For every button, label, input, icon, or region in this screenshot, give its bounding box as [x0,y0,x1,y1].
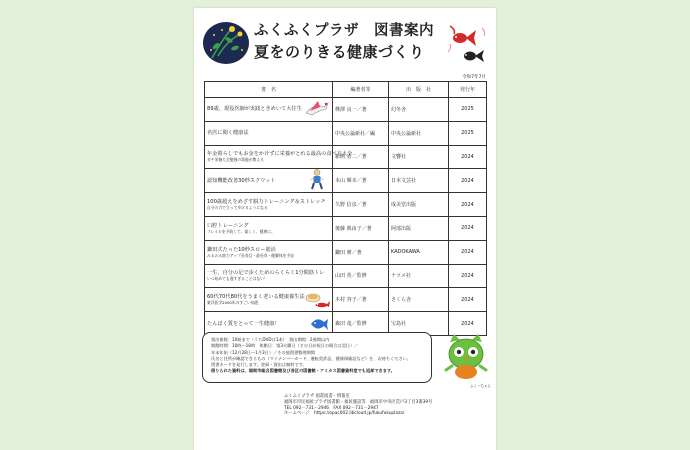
book-publisher: ナツメ社 [389,264,449,288]
book-title: 年金暮らしでもお金をかけずに栄養がとれる最高の食べ方大全 [207,151,353,158]
food-bowl-fish-icon [303,289,331,310]
info-line: 貸出冊数：10冊まで（うちDVDは1本） 貸出期間：2週間以内 [211,337,330,342]
flyer-subtitle: 夏をのりきる健康づくり [254,43,425,61]
book-subtitle: みるみる筋力アップ長寿目・最長寿・健脚体を手収 [207,252,295,258]
table-row [205,169,487,193]
book-title: たんぱく質をとって一生健康！ [207,320,280,327]
book-author: 樺澤 良一／著 [333,98,389,122]
info-line: 年末年始（12月28日～1月3日）／その他図書整理期間 [211,349,315,355]
book-title-cell [205,288,333,312]
book-title-cell [205,193,333,217]
table-header-row [205,82,487,98]
book-title: 89歳、現役医師が実践ときめいて大往生 [207,106,302,113]
mascot-label: ふく～ちゃん [470,384,491,388]
book-author: 山田 英／監修 [333,264,389,288]
book-title-cell [205,264,333,288]
book-year: 2024 [449,216,487,240]
book-publisher: 幻冬舎 [389,98,449,122]
footer-line: 福岡市市民福祉プラザ図書館・福祉施設等 福岡市中央区荒戸3丁目3番39号 [284,399,433,405]
book-title-cell [205,98,333,122]
book-title: 60代70代80代をうまく老いる健康養生法 [207,294,305,301]
column-header-year: 発行年 [449,82,487,98]
book-year: 2024 [449,264,487,288]
book-title: 一生、自分の足で歩くためのらくらく1分間筋トレ [207,270,325,277]
book-year: 2024 [449,145,487,169]
squat-person-icon [310,169,324,191]
book-table [204,81,487,336]
book-subtitle: フレイルを予防して、楽しく、健康に。 [207,228,275,234]
book-author: 森田 竜／監修 [333,312,389,336]
book-year: 2024 [449,240,487,264]
book-title-cell [205,169,333,193]
book-year: 2025 [449,121,487,145]
book-publisher: さくら舎 [389,288,449,312]
book-subtitle: 自分の力で立って歩けるようになる [207,205,268,211]
info-line: 借りられた資料は、福岡市総合図書館及び各区の図書館・アミカス図書資料室でも返却できます。 [211,368,395,374]
book-author: 鎌田 實／著 [333,240,389,264]
table-row [205,240,487,264]
mascot-owl-icon [444,332,488,384]
book-publisher: 中央公論新社 [389,121,449,145]
table-row [205,288,487,312]
book-title-cell [205,216,333,240]
book-year: 2024 [449,288,487,312]
book-title: 認知機能改善30秒スクワット [207,177,276,184]
footer-line: ふくふくプラザ 図書図書・情報室 [284,394,350,399]
flyer-title: ふくふくプラザ 図書案内 [254,23,434,39]
book-publisher: 宝島社 [389,312,449,336]
book-subtitle: 東洋医学2000年のすごい知恵 [207,300,259,306]
book-author: 新開 省二／著 [333,145,389,169]
footer-line: TEL 092－731－2946 FAX 092－731－2947 [284,405,379,411]
column-header-publisher: 出 版 社 [389,82,449,98]
book-author: 木村 容子／著 [333,288,389,312]
book-year: 2024 [449,193,487,217]
book-publisher: 日本文芸社 [389,169,449,193]
table-row [205,264,487,288]
book-author: 久野 信彦／著 [333,193,389,217]
footer-homepage-link[interactable]: ホームページ https://opac002.libcloud.jp/fukufukuplaza/ [284,411,405,417]
table-row [205,121,487,145]
table-row [205,193,487,217]
footer-contact [284,394,432,417]
book-publisher: 成美堂出版 [389,193,449,217]
book-year: 2025 [449,98,487,122]
info-line: 開館時間：10時～18時 休館日：第3火曜日（その日が祝日の場合は翌日）／ [211,343,359,349]
book-publisher: 文響社 [389,145,449,169]
table-row [205,216,487,240]
crane-icon [304,99,330,119]
book-subtitle: ガチ栄養大全勉強の効能が教える [207,157,264,163]
table-row [205,145,487,169]
book-publisher: 阿部出版 [389,216,449,240]
book-title: 100歳超えをめざす脳力トレーニング＆ストレッチ [207,199,326,206]
book-title-cell [205,240,333,264]
issue-date: 令和7年7月 [462,75,486,80]
book-author: 後藤 典由子／著 [333,216,389,240]
book-title: 鎌田式たった10秒スロー筋活 [207,246,276,253]
book-year: 2024 [449,169,487,193]
flyer-page [194,8,496,450]
info-line: 氏名と住所が確認できるもの（マイナンバーカード、運転免許証、健康保険証など）を、お持ちください。 [211,355,411,361]
column-header-title: 書 名 [205,82,333,98]
book-title: 口腔トレーニング [207,222,249,229]
book-author: 中央公論新社／編 [333,121,389,145]
goldfish-icon [444,24,490,66]
book-title: 名医に聞く健康法 [207,130,249,137]
book-year: 2024 [449,312,487,336]
book-subtitle: いつ始めても遅すぎることはない！ [207,276,268,282]
info-line: 図書カードを発行します。登録・貸出は無料です。 [211,362,307,368]
night-flower-icon [202,20,250,66]
column-header-author: 編著者等 [333,82,389,98]
lending-info-box [202,332,432,383]
book-author: 本山 輝幸／著 [333,169,389,193]
book-title-cell [205,121,333,145]
fish-icon [309,314,329,332]
table-row [205,98,487,122]
book-publisher: KADOKAWA [389,240,449,264]
